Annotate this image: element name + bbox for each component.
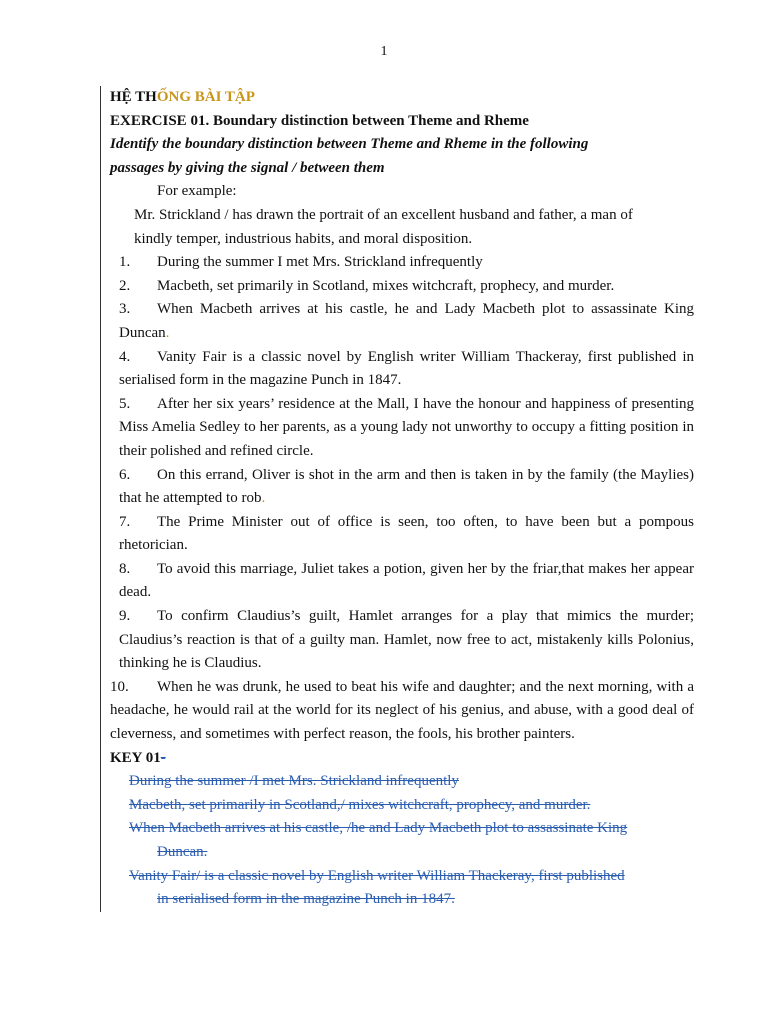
- item-text: On this errand, Oliver is shot in the arm and then is taken in by the family (the Maylies) that he attempted to rob: [119, 466, 694, 507]
- exercise-heading: EXERCISE 01. Boundary distinction between Theme and Rheme: [100, 110, 694, 134]
- list-item: [100, 605, 694, 676]
- key-dash: -: [160, 749, 166, 766]
- list-item: [100, 511, 694, 558]
- key-label: KEY 01: [110, 749, 161, 766]
- document-body: [100, 86, 694, 912]
- item-text: The Prime Minister out of office is seen, too often, to have been but a pompous rhetorician.: [119, 513, 694, 554]
- answer-item: [100, 817, 694, 864]
- item-text: Vanity Fair is a classic novel by English writer William Thackeray, first published in serialised form in the magazine Punch in 1847.: [119, 348, 694, 389]
- list-item: [100, 464, 694, 511]
- item-text: To avoid this marriage, Juliet takes a potion, given her by the friar,that makes her appear dead.: [119, 560, 694, 601]
- answer-line2: in serialised form in the magazine Punch in 1847.: [157, 891, 455, 908]
- title-part2: ỐNG BÀI TẬP: [156, 89, 255, 105]
- answer-line1: During the summer /I met Mrs. Strickland infrequently: [129, 773, 459, 790]
- page-number: 1: [380, 44, 388, 59]
- item-text: After her six years’ residence at the Mall, I have the honour and happiness of presenting Miss Amelia Sedley to her parents, as a young lady not unworthy to occupy a fitting position in their polished and refined circle.: [119, 395, 694, 459]
- item-number: 9.: [119, 608, 131, 625]
- title-part1: HỆ TH: [110, 89, 157, 105]
- period-mark: .: [261, 490, 266, 507]
- item-text: When he was drunk, he used to beat his wife and daughter; and the next morning, with a headache, he would rail at the world for its neglect of his genius, and abuse, with a good deal of cleverness, and sometimes with perfect reason, the fools, his brother painters.: [110, 678, 694, 743]
- instruction-line1: Identify the boundary distinction between Theme and Rheme in the following: [110, 136, 589, 153]
- instruction: [100, 133, 694, 180]
- item-number: 2.: [119, 277, 131, 294]
- item-number: 7.: [119, 513, 131, 530]
- instruction-line2: passages by giving the signal / between them: [110, 159, 385, 176]
- period-mark: .: [165, 324, 170, 341]
- example-line2: kindly temper, industrious habits, and moral disposition.: [134, 230, 473, 247]
- key-heading: [100, 747, 694, 771]
- item-number: 4.: [119, 348, 131, 365]
- item-number: 5.: [119, 395, 131, 412]
- list-item: [100, 275, 694, 299]
- item-number: 6.: [119, 466, 131, 483]
- answer-line2: Duncan.: [157, 844, 208, 860]
- answer-line1: Macbeth, set primarily in Scotland,/ mixes witchcraft, prophecy, and murder.: [129, 796, 591, 813]
- item-text: Macbeth, set primarily in Scotland, mixes witchcraft, prophecy, and murder.: [157, 277, 615, 294]
- answer-item: [100, 794, 694, 818]
- item-number: 3.: [119, 301, 131, 318]
- list-item: [100, 676, 694, 747]
- answer-item: [100, 865, 694, 912]
- list-item: [100, 393, 694, 464]
- item-text: When Macbeth arrives at his castle, he and Lady Macbeth plot to assassinate King Duncan: [119, 301, 694, 341]
- example-paragraph: [100, 204, 694, 251]
- list-item: [100, 558, 694, 605]
- list-item: [100, 251, 694, 275]
- item-text: During the summer I met Mrs. Strickland infrequently: [157, 254, 483, 271]
- answer-line1: Vanity Fair/ is a classic novel by English writer William Thackeray, first published: [129, 867, 625, 884]
- example-line1: Mr. Strickland / has drawn the portrait of an excellent husband and father, a man of: [134, 206, 633, 223]
- answer-line1: When Macbeth arrives at his castle, /he and Lady Macbeth plot to assassinate King: [129, 820, 628, 837]
- item-text: To confirm Claudius’s guilt, Hamlet arranges for a play that mimics the murder; Claudius’s reaction is that of a guilty man. Hamlet, now free to act, mistakenly kills Polonius, thinking he is Claudius.: [119, 608, 694, 672]
- item-number: 8.: [119, 560, 131, 577]
- item-number: 10.: [110, 678, 129, 695]
- item-number: 1.: [119, 254, 131, 271]
- list-item: [100, 298, 694, 345]
- for-example-label: For example:: [100, 180, 694, 204]
- list-item: [100, 346, 694, 393]
- answer-item: [100, 770, 694, 794]
- section-title: [100, 86, 694, 110]
